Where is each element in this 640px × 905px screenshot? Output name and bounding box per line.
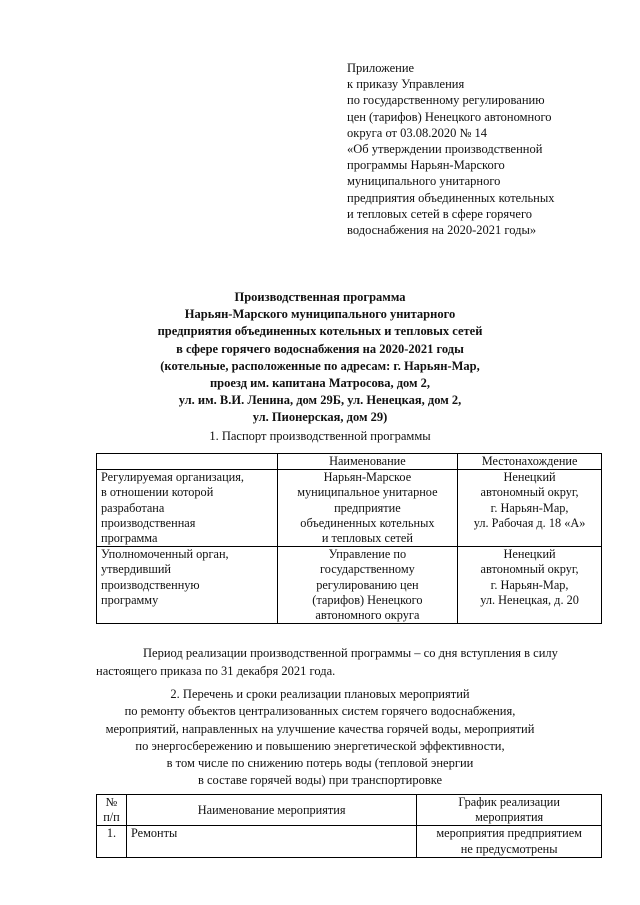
cell-line: объединенных котельных [300, 515, 435, 530]
heading-line: мероприятий, направленных на улучшение качества горячей воды, мероприятий [105, 721, 535, 736]
cell-line: муниципальное унитарное [297, 485, 438, 500]
appendix-line: муниципального унитарного [347, 174, 501, 189]
cell-line: мероприятия предприятием [436, 826, 582, 841]
appendix-line: округа от 03.08.2020 № 14 [347, 125, 488, 140]
header-empty-cell [97, 454, 278, 470]
document-title [100, 289, 540, 427]
title-line: ул. им. В.И. Ленина, дом 29Б, ул. Ненецкая, дом 2, [178, 393, 462, 408]
title-line: проезд им. капитана Матросова, дом 2, [209, 376, 431, 391]
header-schedule [417, 795, 602, 826]
row-location-cell [458, 470, 602, 547]
appendix-line: водоснабжения на 2020-2021 годы» [347, 223, 537, 238]
cell-line: программу [101, 592, 159, 607]
cell-line: мероприятия [475, 810, 544, 825]
cell-line: Управление по [328, 547, 407, 562]
period-line: Период реализации производственной программы – со дня вступления в силу [143, 646, 558, 660]
cell-line: автономный округ, [480, 562, 579, 577]
row-name-cell [277, 470, 458, 547]
cell-line: разработана [101, 500, 165, 515]
cell-line: производственную [101, 577, 200, 592]
cell-line: и тепловых сетей [321, 531, 413, 546]
heading-line: в составе горячей воды) при транспортировке [197, 773, 443, 788]
title-line: ул. Пионерская, дом 29) [252, 410, 388, 425]
cell-line: № [105, 795, 118, 809]
appendix-line: по государственному регулированию [347, 93, 545, 108]
cell-line: автономный округ, [480, 485, 579, 500]
appendix-block [347, 60, 617, 238]
table-header-row [97, 454, 602, 470]
heading-line: по энергосбережению и повышению энергетической эффективности, [135, 738, 505, 753]
cell-line: ул. Рабочая д. 18 «А» [473, 515, 586, 530]
cell-line: программа [101, 531, 158, 546]
appendix-line: Приложение [347, 61, 415, 75]
cell-line: Уполномоченный орган, [101, 547, 229, 562]
cell-line: Ненецкий [503, 547, 556, 562]
title-line: предприятия объединенных котельных и тепловых сетей [157, 324, 483, 339]
section1-heading: 1. Паспорт производственной программы [209, 429, 431, 443]
cell-line: автономного округа [315, 608, 420, 623]
cell-line: Нарьян-Марское [323, 470, 412, 485]
row-location-cell [458, 547, 602, 624]
row-label-cell [97, 547, 278, 624]
cell-line: (тарифов) Ненецкого [312, 592, 423, 607]
row-name-cell [277, 547, 458, 624]
cell-line: регулированию цен [316, 577, 419, 592]
appendix-line: программы Нарьян-Марского [347, 158, 505, 173]
period-paragraph [96, 644, 602, 680]
cell-line: государственному [320, 562, 415, 577]
cell-line: График реализации [458, 795, 560, 809]
title-line: в сфере горячего водоснабжения на 2020-2021 годы [176, 341, 464, 356]
passport-table [96, 453, 602, 624]
cell-line: не предусмотрены [460, 841, 558, 856]
appendix-line: к приказу Управления [347, 77, 465, 92]
cell-line: п/п [103, 810, 120, 825]
title-line: Нарьян-Марского муниципального унитарного [184, 307, 456, 322]
heading-line: по ремонту объектов централизованных систем горячего водоснабжения, [124, 704, 516, 719]
row-num-cell: 1. [97, 826, 127, 857]
appendix-line: цен (тарифов) Ненецкого автономного [347, 109, 552, 124]
table-row [97, 547, 602, 624]
heading-line: 2. Перечень и сроки реализации плановых мероприятий [170, 687, 470, 701]
cell-line: производственная [101, 515, 196, 530]
row-schedule-cell [417, 826, 602, 857]
events-table [96, 794, 602, 858]
title-line: Производственная программа [234, 290, 406, 304]
title-line: (котельные, расположенные по адресам: г. Нарьян-Мар, [160, 358, 480, 373]
appendix-line: «Об утверждении производственной [347, 142, 543, 157]
cell-line: ул. Ненецкая, д. 20 [480, 592, 579, 607]
table-row [97, 826, 602, 857]
heading-line: в том числе по снижению потерь воды (тепловой энергии [166, 756, 474, 771]
appendix-line: и тепловых сетей в сфере горячего [347, 206, 533, 221]
header-event: Наименование мероприятия [126, 795, 416, 826]
cell-line: Регулируемая организация, [101, 470, 244, 485]
table-header-row [97, 795, 602, 826]
appendix-line: предприятия объединенных котельных [347, 190, 555, 205]
section2-heading [80, 686, 560, 790]
cell-line: г. Нарьян-Мар, [490, 500, 569, 515]
header-location: Местонахождение [458, 454, 602, 470]
cell-line: в отношении которой [101, 485, 214, 500]
cell-line: утвердивший [101, 562, 171, 577]
cell-line: Ненецкий [503, 470, 556, 485]
cell-line: предприятие [334, 500, 401, 515]
table-row [97, 470, 602, 547]
header-num [97, 795, 127, 826]
period-line: настоящего приказа по 31 декабря 2021 года. [96, 664, 336, 678]
cell-line: г. Нарьян-Мар, [490, 577, 569, 592]
row-event-cell: Ремонты [126, 826, 416, 857]
header-name: Наименование [277, 454, 458, 470]
row-label-cell [97, 470, 278, 547]
